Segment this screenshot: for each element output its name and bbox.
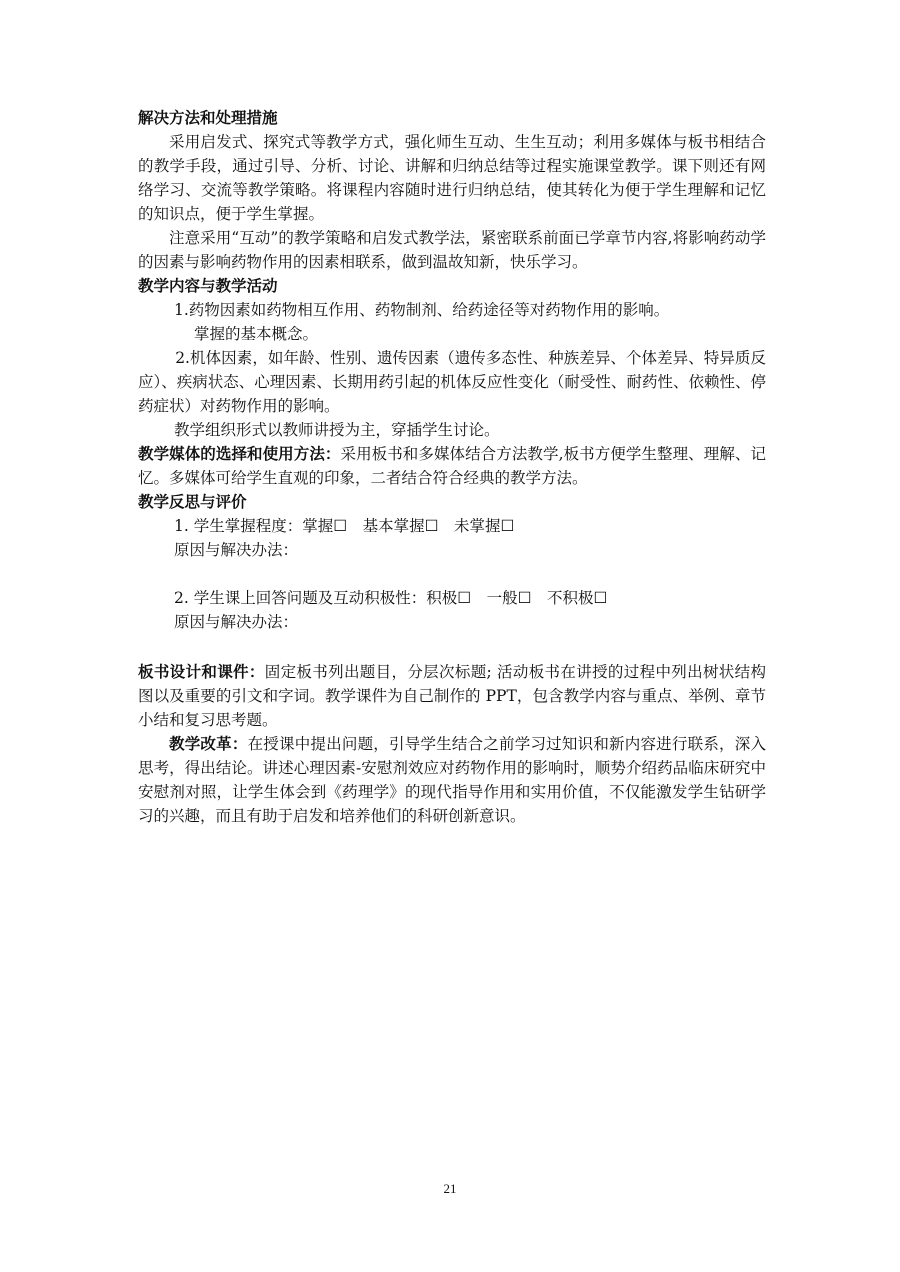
- reform-text: 在授课中提出问题，引导学生结合之前学习过知识和新内容进行联系，深入思考，得出结论。讲述心理因素-安慰剂效应对药物作用的影响时，顺势介绍药品临床研究中安慰剂对照，让学生体会到《药理学》的现代指导作用和实用价值，不仅能激发学生钻研学习的兴趣，而且有助于启发和培养他们的科研创新意识。: [138, 735, 766, 825]
- reflection-question-1: 1. 学生掌握程度：掌握☐ 基本掌握☐ 未掌握☐: [174, 517, 515, 535]
- document-body: [138, 106, 766, 828]
- reform-paragraph: [138, 732, 766, 828]
- content-item-3: 教学组织形式以教师讲授为主，穿插学生讨论。: [174, 421, 500, 439]
- blackboard-text: 固定板书列出题目，分层次标题; 活动板书在讲授的过程中列出树状结构图以及重要的引文和字词。教学课件为自己制作的 PPT，包含教学内容与重点、举例、章节小结和复习思考题。: [138, 663, 766, 729]
- blackboard-paragraph: [138, 660, 766, 732]
- blackboard-label: 板书设计和课件：: [138, 662, 265, 681]
- reform-label: 教学改革：: [169, 734, 248, 753]
- blank-line: [138, 562, 766, 586]
- content-item-1: 1.药物因素如药物相互作用、药物制剂、给药途径等对药物作用的影响。: [174, 301, 670, 319]
- reflection-reason-2: 原因与解决办法：: [174, 613, 299, 631]
- solutions-paragraph-2: 注意采用“互动”的教学策略和启发式教学法，紧密联系前面已学章节内容,将影响药动学的因素与影响药物作用的因素相联系，做到温故知新，快乐学习。: [138, 229, 766, 271]
- content-item-2: 2.机体因素，如年龄、性别、遗传因素（遗传多态性、种族差异、个体差异、特异质反应）、疾病状态、心理因素、长期用药引起的机体反应性变化（耐受性、耐药性、依赖性、停药症状）对药物作用的影响。: [138, 349, 766, 415]
- section-heading-solutions: 解决方法和处理措施: [138, 108, 278, 127]
- media-label: 教学媒体的选择和使用方法：: [138, 444, 341, 463]
- section-heading-reflection: 教学反思与评价: [138, 492, 247, 511]
- media-text: 采用板书和多媒体结合方法教学,板书方便学生整理、理解、记忆。多媒体可给学生直观的印象，二者结合符合经典的教学方法。: [138, 445, 766, 487]
- content-item-1-sub: 掌握的基本概念。: [194, 325, 319, 343]
- solutions-paragraph-1: 采用启发式、探究式等教学方式，强化师生互动、生生互动；利用多媒体与板书相结合的教学手段，通过引导、分析、讨论、讲解和归纳总结等过程实施课堂教学。课下则还有网络学习、交流等教学策略。将课程内容随时进行归纳总结，使其转化为便于学生理解和记忆的知识点，便于学生掌握。: [138, 133, 766, 223]
- reflection-reason-1: 原因与解决办法：: [174, 541, 299, 559]
- reflection-question-2: 2. 学生课上回答问题及互动积极性：积极☐ 一般☐ 不积极☐: [174, 589, 608, 607]
- blank-line: [138, 634, 766, 660]
- page-number: 21: [443, 1181, 457, 1196]
- section-heading-content-activities: 教学内容与教学活动: [138, 276, 278, 295]
- media-paragraph: [138, 442, 766, 490]
